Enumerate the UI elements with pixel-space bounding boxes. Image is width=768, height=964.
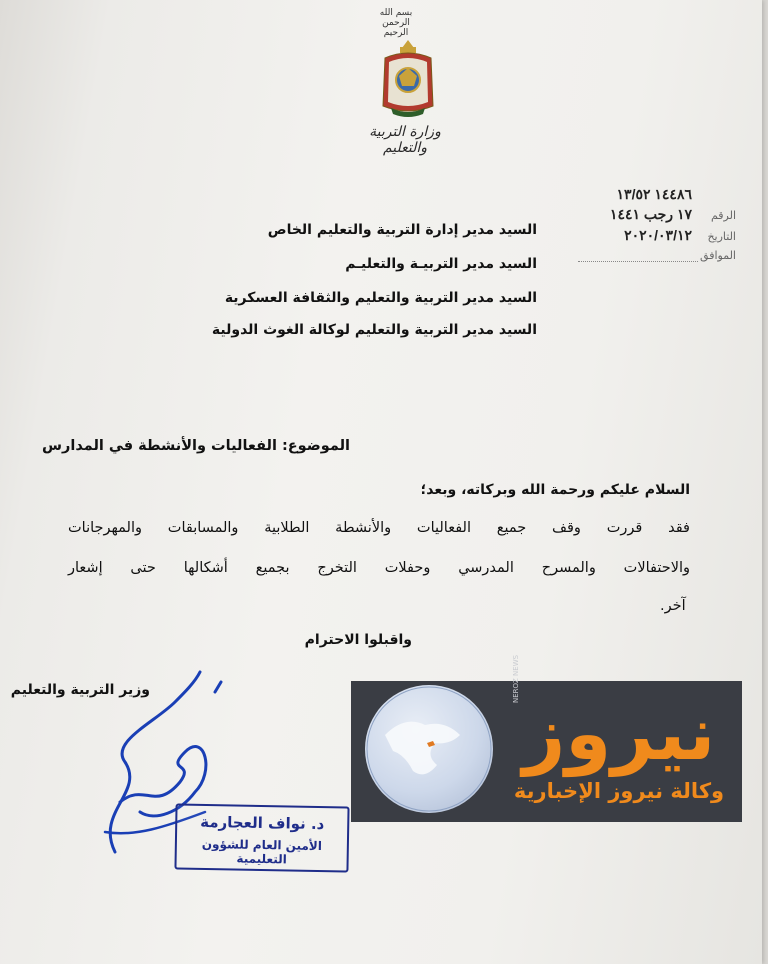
recipient-line: السيد مدير التربية والتعليم لوكالة الغوث الدولية bbox=[211, 322, 537, 338]
ref-number bbox=[617, 186, 736, 203]
ref-hijri-value: ١٧ رجب ١٤٤١ bbox=[609, 206, 692, 222]
basmala: بسم الله الرحمن الرحيم bbox=[379, 8, 413, 38]
watermark-english: NEROZ NEWS bbox=[512, 654, 520, 703]
stamp-title: الأمين العام للشؤون التعليمية bbox=[201, 836, 323, 867]
news-watermark bbox=[351, 654, 742, 822]
globe-map-icon bbox=[365, 685, 493, 813]
globe-icon bbox=[365, 685, 493, 813]
signatory-title: وزير التربية والتعليم bbox=[10, 682, 150, 698]
ref-corresponding-row bbox=[578, 249, 736, 262]
ref-number-value: ١٤٤٨٦ ١٣/٥٢ bbox=[616, 186, 692, 202]
ref-date-value: ٢٠٢٠/٠٣/١٢ bbox=[624, 227, 692, 243]
ministry-name: وزارة التربية والتعليم bbox=[369, 124, 441, 156]
body-text-line: والاحتفالات والمسرح المدرسي وحفلات التخرج بجميع أشكالها حتى إشعار bbox=[68, 560, 690, 576]
watermark-brand: نيروز bbox=[522, 691, 716, 777]
coat-of-arms-icon bbox=[375, 36, 441, 118]
recipient-line: السيد مدير التربيـة والتعليـم bbox=[345, 256, 537, 272]
ref-number-row bbox=[610, 206, 736, 223]
recipient-line: السيد مدير إدارة التربية والتعليم الخاص bbox=[267, 222, 537, 238]
body-text-line: فقد قررت وقف جميع الفعاليات والأنشطة الطلابية والمسابقات والمهرجانات bbox=[68, 520, 690, 536]
ref-number-label: الرقم bbox=[710, 209, 736, 222]
watermark-tagline: وكالة نيروز الإخبارية bbox=[513, 779, 725, 803]
subject-line: الموضوع: الفعاليات والأنشطة في المدارس bbox=[42, 438, 350, 454]
ref-date-row bbox=[624, 227, 736, 244]
official-stamp bbox=[174, 803, 349, 872]
ref-dotted-line bbox=[578, 261, 698, 262]
body-text-line: آخر. bbox=[660, 598, 686, 614]
ref-corresponding-label: الموافق bbox=[700, 249, 736, 262]
greeting: السلام عليكم ورحمة الله وبركاته، وبعد؛ bbox=[420, 482, 690, 498]
stamp-name: د. نواف العجارمة bbox=[200, 812, 325, 834]
ref-date-label: التاريخ bbox=[707, 230, 736, 243]
recipient-line: السيد مدير التربية والتعليم والثقافة العسكرية bbox=[224, 290, 537, 306]
closing-line: واقبلوا الاحترام bbox=[304, 632, 412, 648]
